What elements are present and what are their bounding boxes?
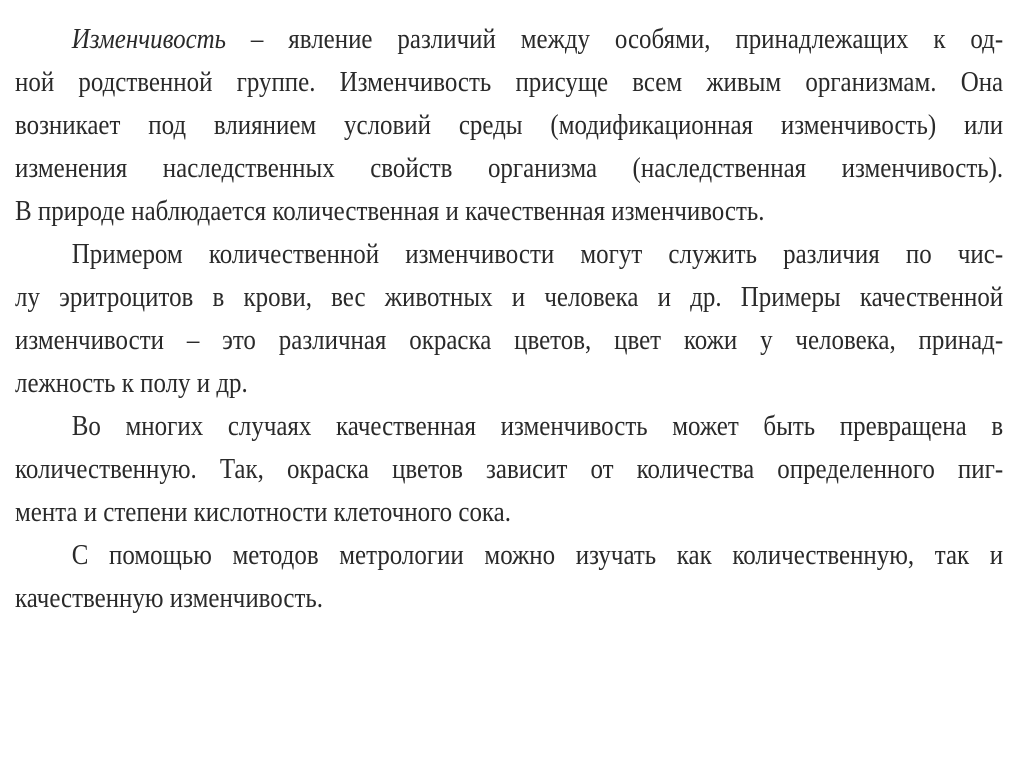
text-line: В природе наблюдается количественная и качественная изменчивость. bbox=[15, 195, 765, 227]
text-line: Изменчивость – явление различий между особями, принадлежащих к од- bbox=[71, 23, 1004, 55]
text-line: Во многих случаях качественная изменчивость может быть превращена в bbox=[71, 410, 1004, 442]
text-line: возникает под влиянием условий среды (модификационная изменчивость) или bbox=[15, 109, 1004, 141]
paragraph-examples bbox=[15, 233, 1003, 405]
paragraph-conversion bbox=[15, 405, 1003, 534]
text-line: мента и степени кислотности клеточного сока. bbox=[15, 496, 511, 528]
text-line: лежность к полу и др. bbox=[15, 367, 248, 399]
paragraph-metrology bbox=[15, 534, 1003, 620]
text-line: ной родственной группе. Изменчивость присуще всем живым организмам. Она bbox=[15, 66, 1004, 98]
text-line: изменения наследственных свойств организма (наследственная изменчивость). bbox=[15, 152, 1004, 184]
text-line: количественную. Так, окраска цветов зависит от количества определенного пиг- bbox=[15, 453, 1004, 485]
text-line: качественную изменчивость. bbox=[15, 582, 323, 614]
text-line: Примером количественной изменчивости могут служить различия по чис- bbox=[71, 238, 1004, 270]
text-line: С помощью методов метрологии можно изучать как количественную, так и bbox=[71, 539, 1004, 571]
text-line: изменчивости – это различная окраска цветов, цвет кожи у человека, принад- bbox=[15, 324, 1004, 356]
paragraph-variability-definition bbox=[15, 18, 1003, 233]
document-text bbox=[15, 18, 1003, 620]
term-variability: Изменчивость bbox=[71, 23, 227, 55]
text-line: лу эритроцитов в крови, вес животных и человека и др. Примеры качественной bbox=[15, 281, 1004, 313]
